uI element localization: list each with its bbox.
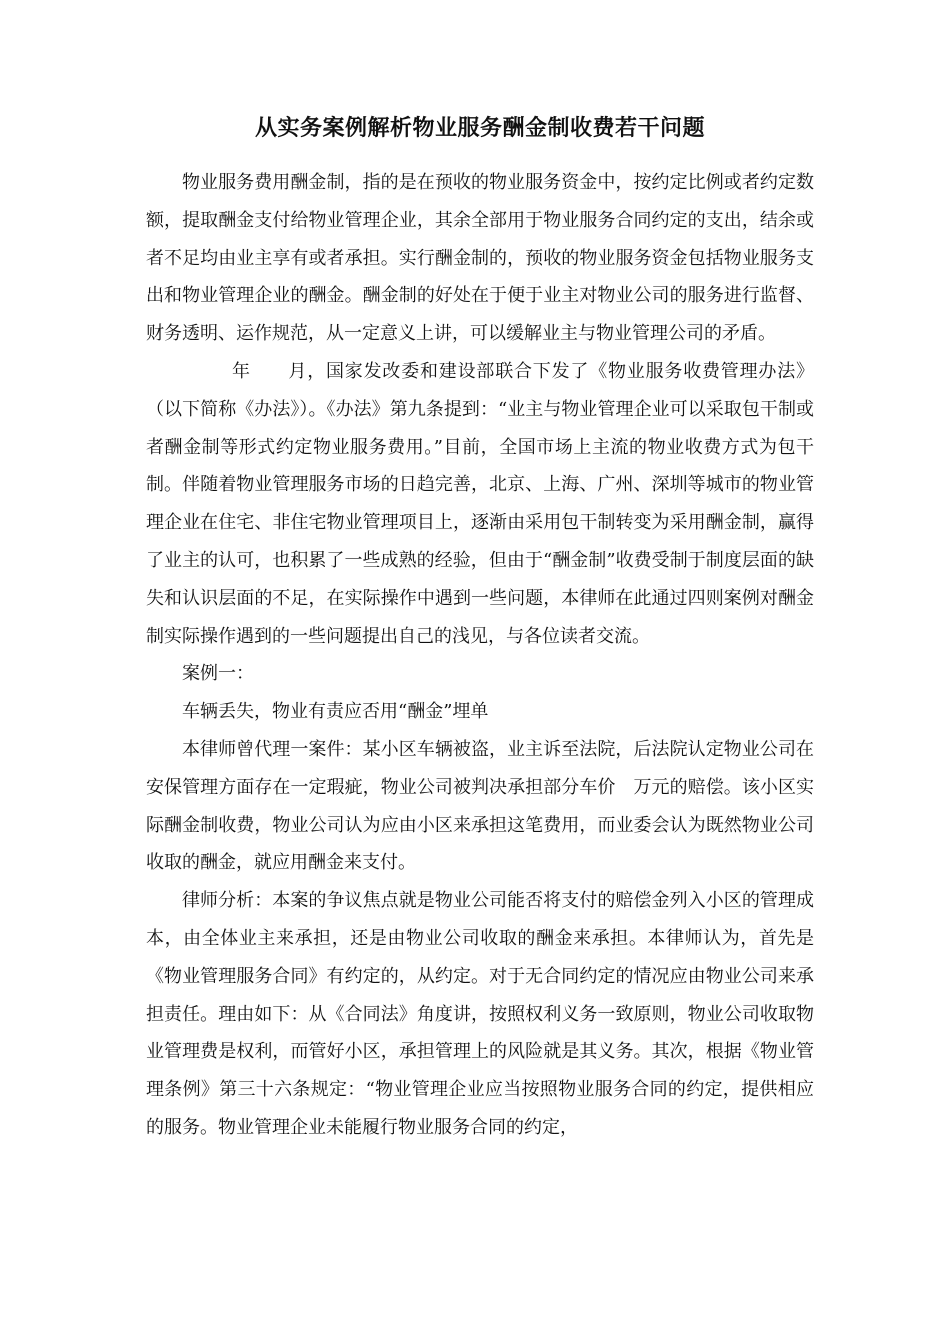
paragraph-lawyer-analysis: 律师分析：本案的争议焦点就是物业公司能否将支付的赔偿金列入小区的管理成本，由全体业主来承担，还是由物业公司收取的酬金来承担。本律师认为，首先是《物业管理服务合同》有约定的，从约定。对于无合同约定的情况应由物业公司来承担责任。理由如下：从《合同法》角度讲，按照权利义务一致原则，物业公司收取物业管理费是权利，而管好小区，承担管理上的风险就是其义务。其次，根据《物业管理条例》第三十六条规定：“物业管理企业应当按照物业服务合同的约定，提供相应的服务。物业管理企业未能履行物业服务合同的约定，	[146, 890, 814, 1138]
case-subtitle: 车辆丢失，物业有责应否用“酬金”埋单	[182, 701, 489, 723]
paragraph-case-description: 本律师曾代理一案件：某小区车辆被盗，业主诉至法院，后法院认定物业公司在安保管理方面存在一定瑕疵，物业公司被判决承担部分车价 万元的赔偿。该小区实际酬金制收费，物业公司认为应由小区来承担这笔费用，而业委会认为既然物业公司收取的酬金，就应用酬金来支付。	[146, 738, 814, 874]
case-heading: 案例一：	[182, 663, 254, 685]
document-body	[146, 108, 814, 1147]
paragraph-background: 年 月，国家发改委和建设部联合下发了《物业服务收费管理办法》（以下简称《办法》）。《办法》第九条提到：“业主与物业管理企业可以采取包干制或者酬金制等形式约定物业服务费用。”目前，全国市场上主流的物业收费方式为包干制。伴随着物业管理服务市场的日趋完善，北京、上海、广州、深圳等城市的物业管理企业在住宅、非住宅物业管理项目上，逐渐由采用包干制转变为采用酬金制，赢得了业主的认可，也积累了一些成熟的经验，但由于“酬金制”收费受制于制度层面的缺失和认识层面的不足，在实际操作中遇到一些问题，本律师在此通过四则案例对酬金制实际操作遇到的一些问题提出自己的浅见，与各位读者交流。	[146, 360, 814, 647]
paragraph-definition: 物业服务费用酬金制，指的是在预收的物业服务资金中，按约定比例或者约定数额，提取酬金支付给物业管理企业，其余全部用于物业服务合同约定的支出，结余或者不足均由业主享有或者承担。实行酬金制的，预收的物业服务资金包括物业服务支出和物业管理企业的酬金。酬金制的好处在于便于业主对物业公司的服务进行监督、财务透明、运作规范，从一定意义上讲，可以缓解业主与物业管理公司的矛盾。	[146, 172, 814, 345]
document-title: 从实务案例解析物业服务酬金制收费若干问题	[254, 115, 705, 141]
